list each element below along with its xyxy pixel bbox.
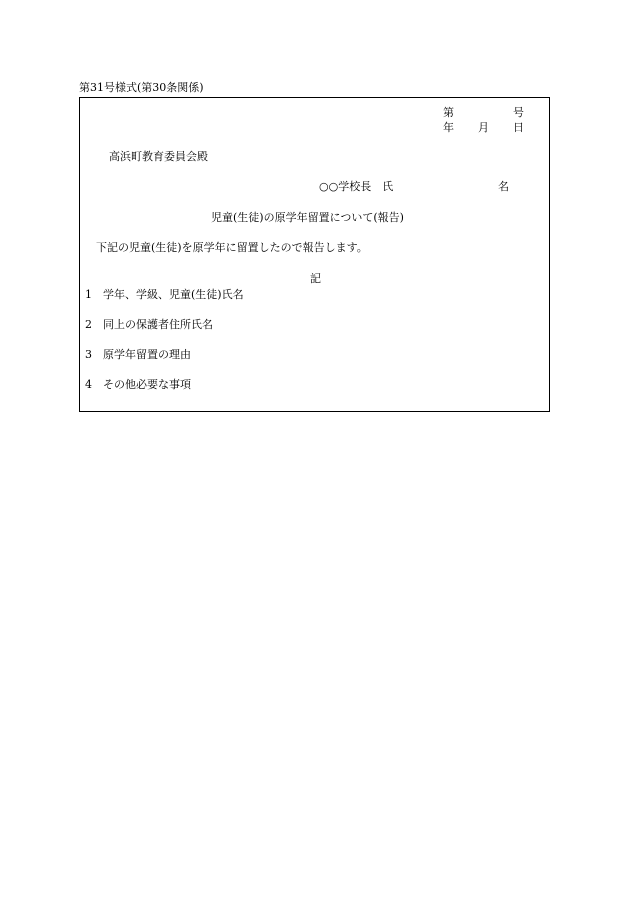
item-text: その他必要な事項 (103, 378, 191, 391)
day-label: 日 (513, 121, 524, 134)
form-title: 第31号様式(第30条関係) (79, 81, 204, 94)
item-text: 学年、学級、児童(生徒)氏名 (103, 288, 244, 301)
item-text: 同上の保護者住所氏名 (103, 318, 213, 331)
addressee: 高浜町教育委員会殿 (109, 150, 208, 163)
year-label: 年 (443, 121, 454, 134)
report-title: 児童(生徒)の原学年留置について(報告) (211, 211, 404, 224)
month-label: 月 (478, 121, 489, 134)
item-number: 1 (85, 288, 92, 301)
sender-title: ○○学校長 氏 (319, 180, 394, 193)
sender-name-suffix: 名 (498, 180, 509, 193)
record-label: 記 (310, 272, 321, 285)
item-number: 3 (85, 348, 92, 361)
item-number: 2 (85, 318, 92, 331)
number-suffix: 号 (513, 106, 524, 119)
report-form-box (79, 97, 550, 412)
number-prefix: 第 (443, 106, 454, 119)
item-number: 4 (85, 378, 92, 391)
item-text: 原学年留置の理由 (103, 348, 191, 361)
body-text: 下記の児童(生徒)を原学年に留置したので報告します。 (96, 241, 368, 254)
